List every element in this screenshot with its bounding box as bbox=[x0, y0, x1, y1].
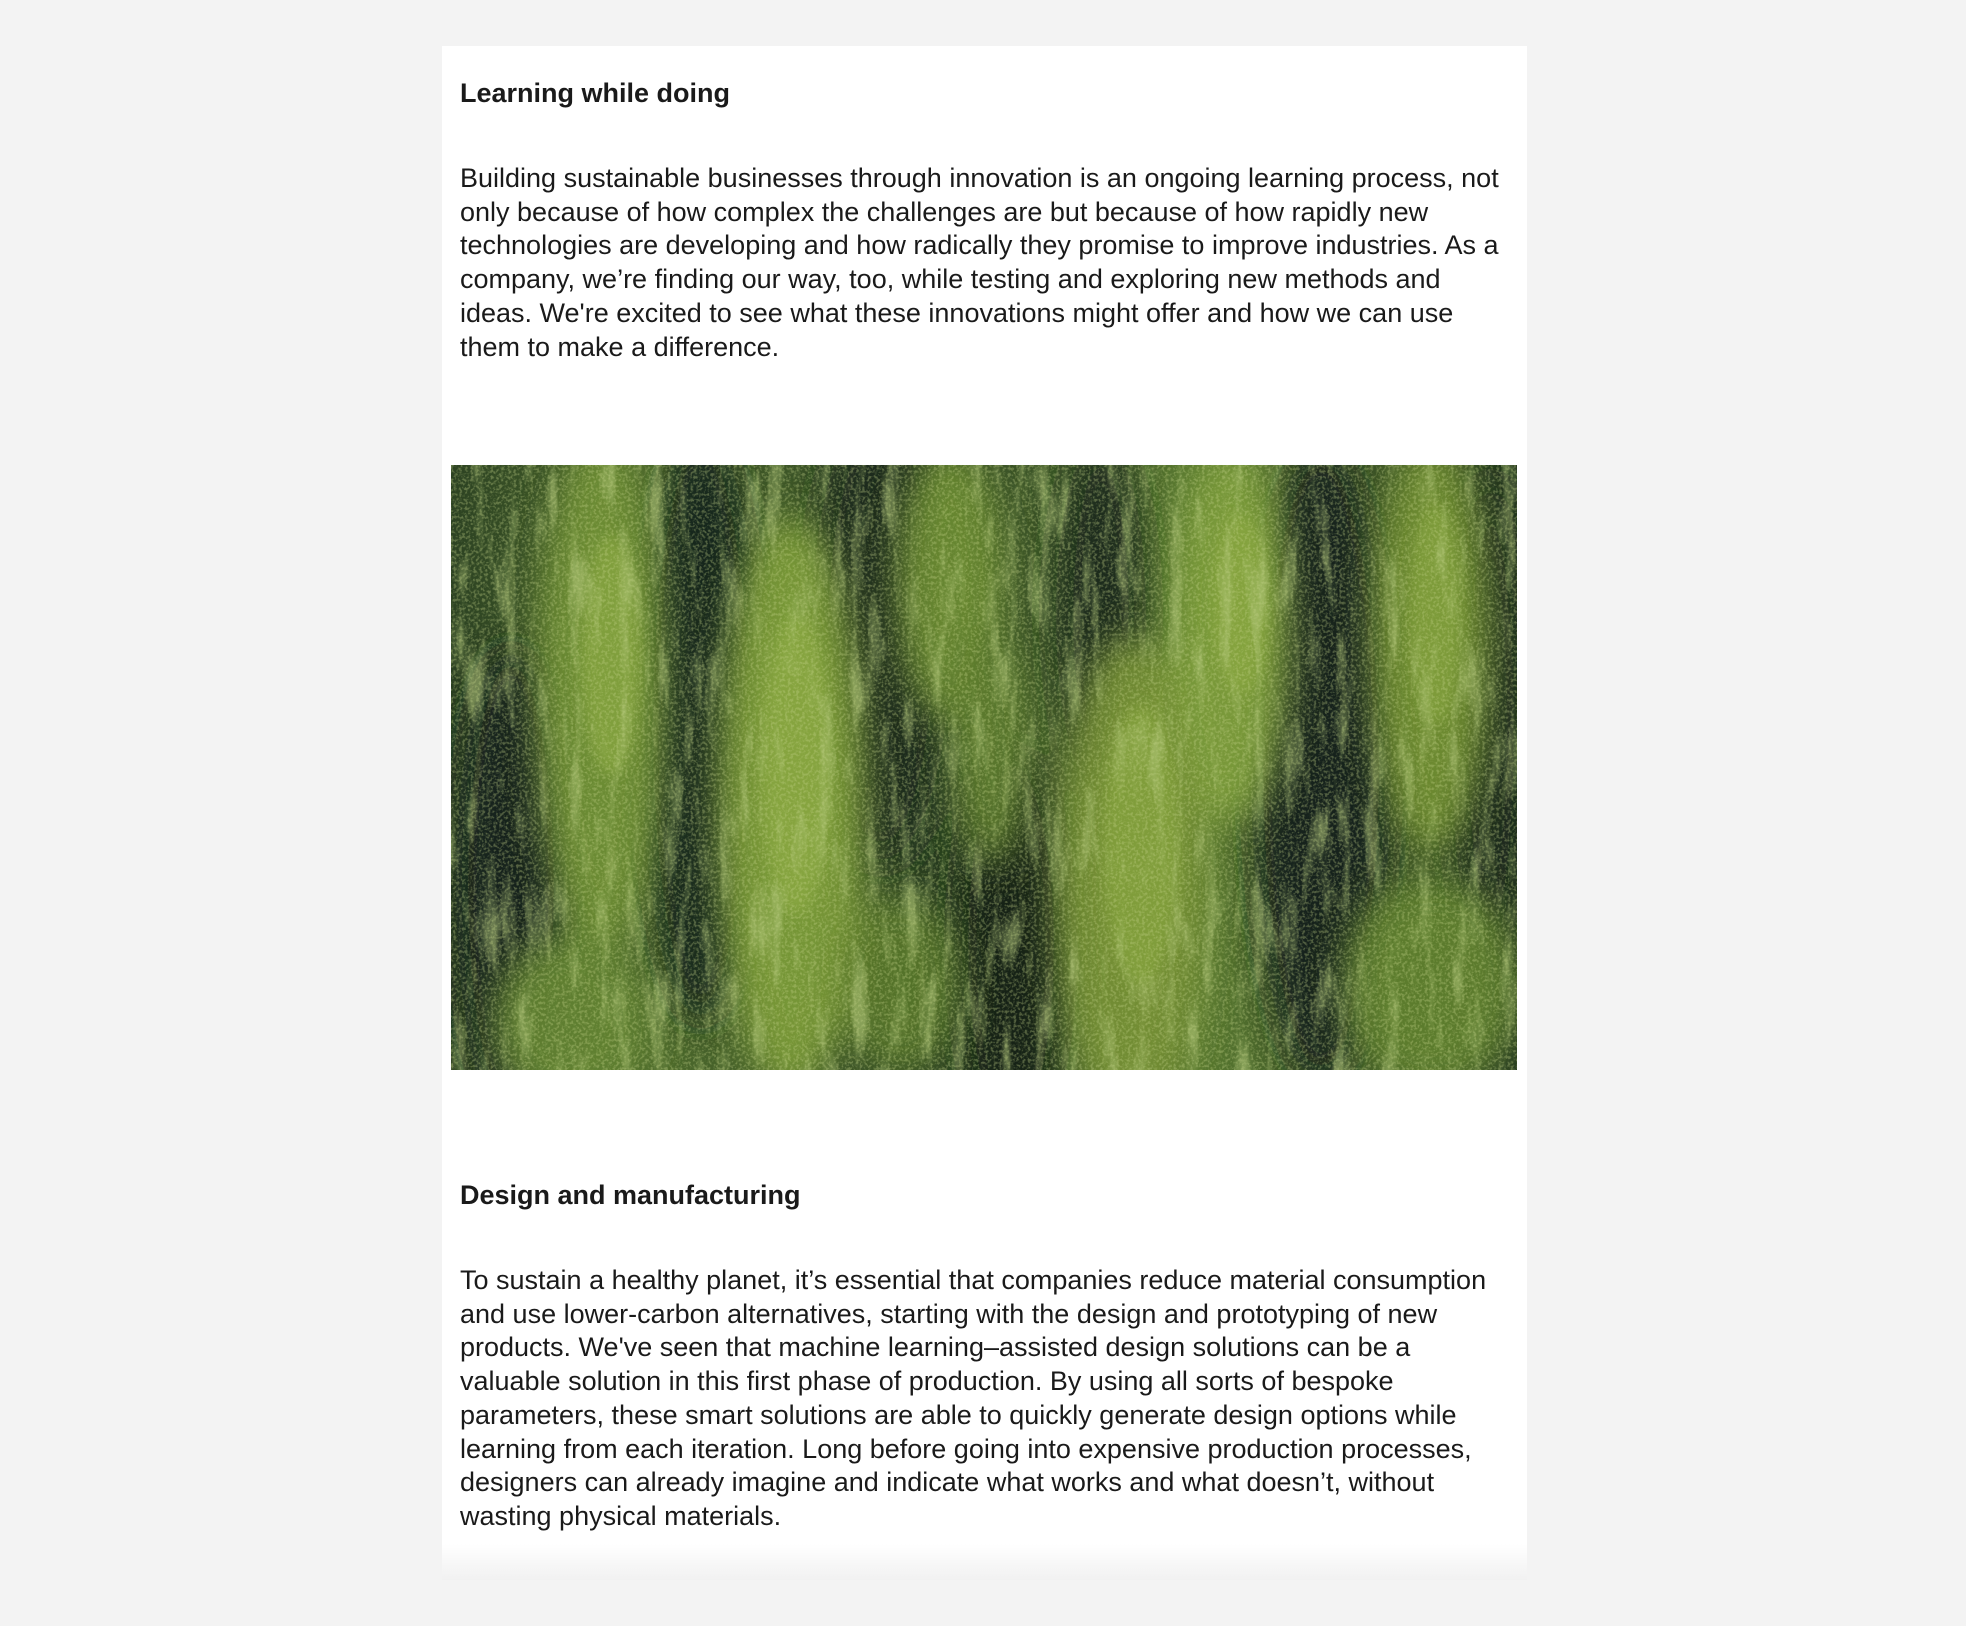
forest-canopy-image bbox=[451, 465, 1517, 1070]
article-card bbox=[442, 46, 1527, 1580]
section-paragraph-learning: Building sustainable businesses through innovation is an ongoing learning process, not only because of how complex the challenges are but because of how rapidly new technologies are developing and how radically they promise to improve industries. As a company, we’re finding our way, too, while testing and exploring new methods and ideas. We're excited to see what these innovations might offer and how we can use them to make a difference. bbox=[460, 163, 1499, 362]
scroll-fade-overlay bbox=[442, 1544, 1527, 1580]
section-heading-learning: Learning while doing bbox=[460, 78, 730, 108]
section-heading-design: Design and manufacturing bbox=[460, 1180, 801, 1210]
section-paragraph-design: To sustain a healthy planet, it’s essential that companies reduce material consumption and use lower-carbon alternatives, starting with the design and prototyping of new products. We've seen that machine learning–assisted design solutions can be a valuable solution in this first phase of production. By using all sorts of bespoke parameters, these smart solutions are able to quickly generate design options while learning from each iteration. Long before going into expensive production processes, designers can already imagine and indicate what works and what doesn’t, without wasting physical materials. bbox=[460, 1265, 1487, 1531]
